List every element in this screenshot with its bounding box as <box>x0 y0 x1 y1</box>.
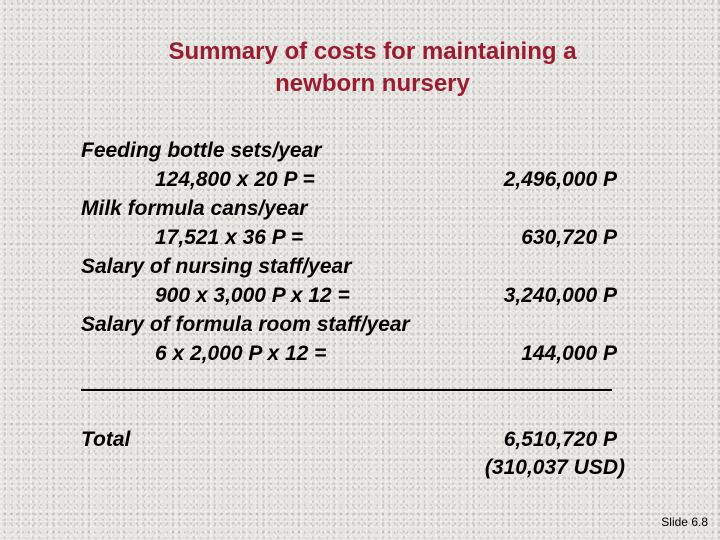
item-calculation: 6 x 2,000 P x 12 = <box>155 342 327 365</box>
total-amount: 6,510,720 P <box>503 428 617 451</box>
title-line-2: newborn nursery <box>275 70 470 97</box>
item-amount: 2,496,000 P <box>503 168 617 191</box>
item-calculation: 900 x 3,000 P x 12 = <box>155 284 350 307</box>
item-label: Feeding bottle sets/year <box>81 139 322 162</box>
item-label: Salary of formula room staff/year <box>81 313 410 336</box>
item-label: Salary of nursing staff/year <box>81 255 352 278</box>
item-amount: 144,000 P <box>521 342 617 365</box>
total-label: Total <box>81 428 131 451</box>
slide-title <box>0 36 720 100</box>
slide-number: Slide 6.8 <box>661 515 708 529</box>
item-calculation: 124,800 x 20 P = <box>155 168 315 191</box>
total-usd: (310,037 USD) <box>484 456 625 479</box>
item-label: Milk formula cans/year <box>81 197 308 220</box>
item-calculation: 17,521 x 36 P = <box>155 226 304 249</box>
title-line-1: Summary of costs for maintaining a <box>168 38 577 65</box>
total-divider <box>81 389 612 391</box>
item-amount: 630,720 P <box>521 226 617 249</box>
item-amount: 3,240,000 P <box>503 284 617 307</box>
